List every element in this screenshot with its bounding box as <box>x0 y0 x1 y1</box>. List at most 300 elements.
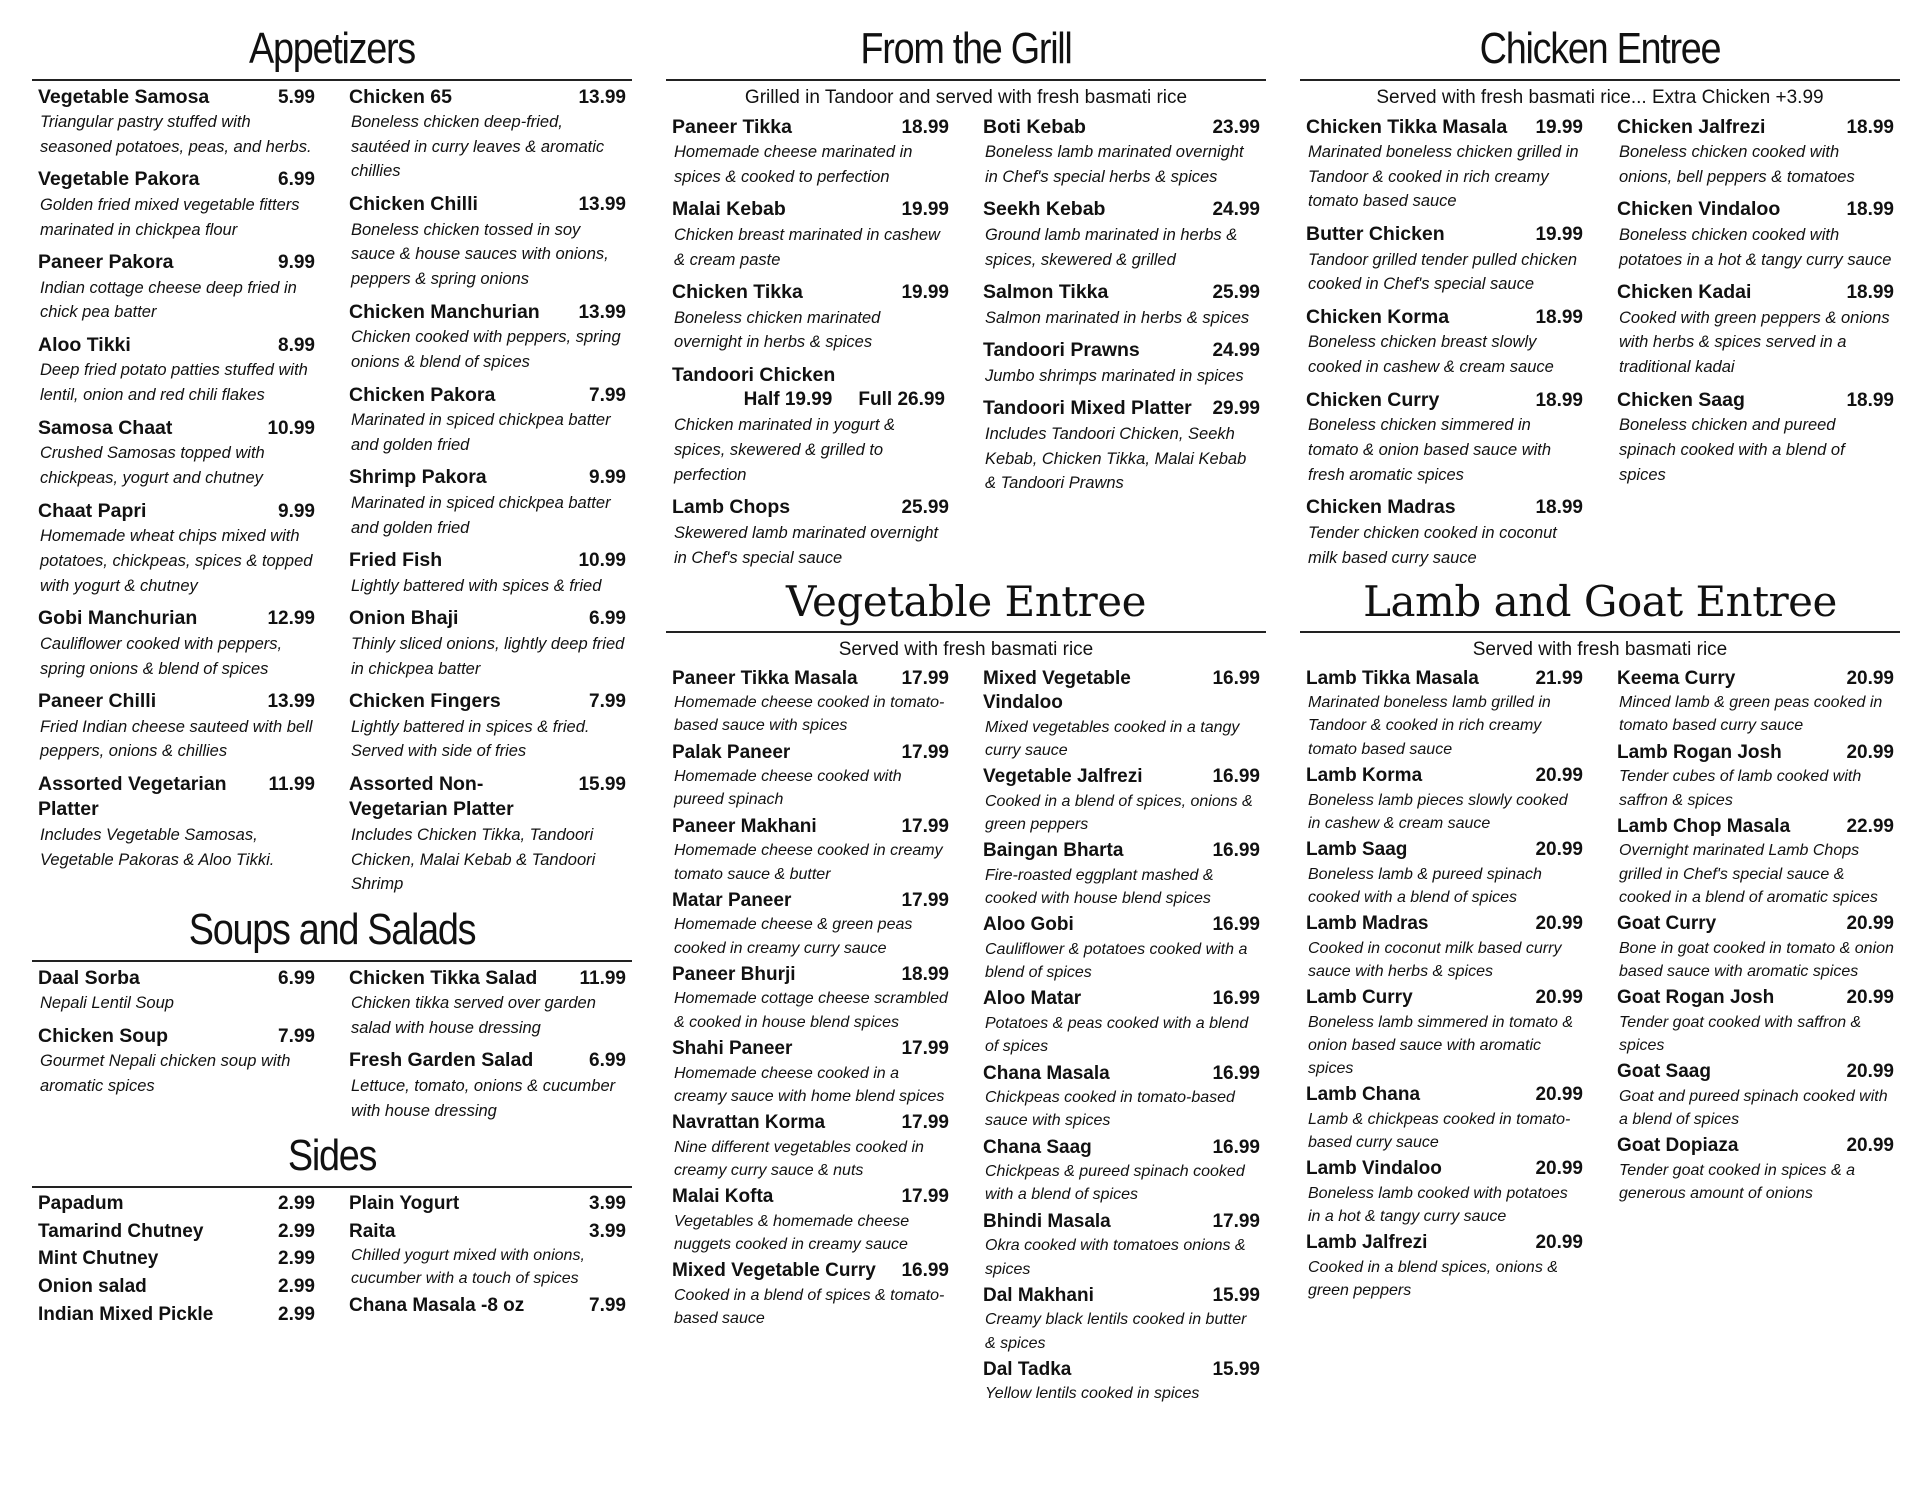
menu-item-description: Lightly battered in spices & fried. Served with side of fries <box>351 717 590 761</box>
menu-item-header <box>1306 986 1583 1011</box>
menu-item <box>1300 1231 1589 1302</box>
lamb-right-list <box>1611 667 1900 1306</box>
menu-item-price: 20.99 <box>1846 741 1894 763</box>
menu-item-name: Paneer Makhani <box>672 815 817 837</box>
menu-item-header <box>672 741 949 766</box>
menu-item-price: 17.99 <box>901 889 949 911</box>
menu-item-description: Deep fried potato patties stuffed with lentil, onion and red chili flakes <box>40 361 308 405</box>
menu-item-name: Lamb Chop Masala <box>1617 815 1791 837</box>
menu-item <box>1611 815 1900 909</box>
menu-item-description: Boneless lamb cooked with potatoes in a hot & tangy curry sauce <box>1308 1185 1568 1226</box>
menu-item-header <box>349 1192 626 1217</box>
menu-item-name: Chicken Manchurian <box>349 300 540 323</box>
menu-item-description: Boneless chicken and pureed spinach cooked with a blend of spices <box>1619 416 1845 484</box>
menu-item-price: 18.99 <box>1846 389 1894 411</box>
menu-item <box>977 1062 1266 1133</box>
menu-item-name: Onion salad <box>38 1275 147 1297</box>
menu-item-header <box>983 1210 1260 1235</box>
menu-item-header <box>1617 986 1894 1011</box>
menu-item-name: Gobi Manchurian <box>38 607 198 630</box>
menu-item-price: 9.99 <box>278 500 315 522</box>
menu-item-price: 2.99 <box>278 1192 315 1214</box>
menu-item-price: 9.99 <box>589 467 626 489</box>
menu-item <box>977 197 1266 272</box>
menu-item-header <box>38 1220 315 1245</box>
menu-item-header <box>1617 1134 1894 1159</box>
menu-item-description: Chickpeas & pureed spinach cooked with a blend of spices <box>985 1163 1245 1204</box>
menu-item-name: Tandoori Prawns <box>983 339 1140 362</box>
menu-item-price: 8.99 <box>278 335 315 357</box>
menu-item-header <box>983 1062 1260 1087</box>
menu-item-header <box>38 85 315 110</box>
menu-item-description: Boneless lamb & pureed spinach cooked with a blend of spices <box>1308 865 1542 906</box>
menu-item-header <box>1617 280 1894 305</box>
menu-item-description: Cooked in coconut milk based curry sauce with herbs & spices <box>1308 939 1562 980</box>
section-divider <box>1300 79 1900 81</box>
menu-item-description: Nine different vegetables cooked in creamy curry sauce & nuts <box>674 1138 924 1179</box>
menu-item-header <box>672 495 949 520</box>
menu-item <box>666 889 955 960</box>
menu-item-header <box>1306 912 1583 937</box>
menu-column-2 <box>666 24 1266 1484</box>
menu-item-description: Crushed Samosas topped with chickpeas, yogurt and chutney <box>40 444 265 488</box>
menu-item-description: Cooked in a blend of spices, onions & green peppers <box>985 792 1253 834</box>
menu-item-name: Fried Fish <box>349 549 443 572</box>
menu-item-header <box>983 115 1260 140</box>
menu-item-description: Tender goat cooked with saffron & spices <box>1619 1013 1862 1054</box>
lamb-left-list <box>1300 667 1589 1306</box>
menu-item <box>1300 305 1589 380</box>
menu-item <box>32 606 321 681</box>
menu-column-1 <box>32 24 632 1484</box>
menu-item-description: Salmon marinated in herbs & spices <box>985 308 1250 327</box>
menu-item <box>977 765 1266 836</box>
menu-item-name: Goat Dopiaza <box>1617 1135 1739 1157</box>
menu-item-header <box>672 1037 949 1062</box>
sides-title: Sides <box>287 1131 377 1181</box>
menu-item-price: 16.99 <box>1212 840 1260 862</box>
menu-item-header <box>672 115 949 140</box>
menu-item-header <box>38 772 315 823</box>
menu-item-header <box>38 167 315 192</box>
menu-item-name: Dal Makhani <box>983 1284 1094 1306</box>
menu-item-description: Cauliflower cooked with peppers, spring onions & blend of spices <box>40 634 283 678</box>
menu-item-name: Navrattan Korma <box>672 1111 826 1133</box>
menu-item-description: Homemade cheese cooked in creamy tomato sauce & butter <box>674 842 943 883</box>
menu-item-price: 11.99 <box>579 967 626 989</box>
menu-item-name: Aloo Matar <box>983 988 1082 1010</box>
menu-item-header <box>983 197 1260 222</box>
menu-item-description: Thinly sliced onions, lightly deep fried in chickpea batter <box>351 634 625 678</box>
menu-item-name: Tandoori Chicken <box>672 364 836 387</box>
soups-title: Soups and Salads <box>188 905 476 955</box>
menu-item-price: 16.99 <box>1212 766 1260 788</box>
menu-item-price: 13.99 <box>578 194 626 216</box>
vegetable-right-list <box>977 667 1266 1409</box>
chicken-subtitle: Served with fresh basmati rice... Extra Chicken +3.99 <box>1376 86 1824 108</box>
menu-item <box>1611 280 1900 380</box>
menu-item <box>1300 115 1589 215</box>
menu-item-header <box>1306 222 1583 247</box>
menu-item-description: Homemade wheat chips mixed with potatoes, chickpeas, spices & topped with yogurt & chutney <box>40 527 313 595</box>
menu-item-price: 12.99 <box>267 608 315 630</box>
menu-item <box>343 548 632 598</box>
menu-item-name: Goat Rogan Josh <box>1617 987 1775 1009</box>
menu-item-description: Homemade cheese cooked in a creamy sauce with home blend spices <box>674 1064 945 1105</box>
menu-item <box>977 1210 1266 1281</box>
menu-item-description: Fried Indian cheese sauteed with bell peppers, onions & chillies <box>40 717 313 761</box>
menu-item-description: Boneless lamb simmered in tomato & onion based sauce with aromatic spices <box>1308 1013 1573 1078</box>
menu-item-description: Potatoes & peas cooked with a blend of spices <box>985 1015 1249 1056</box>
menu-item-description: Homemade cheese cooked with pureed spinach <box>674 768 902 809</box>
menu-item-price: 17.99 <box>901 1037 949 1059</box>
menu-item <box>1300 495 1589 570</box>
menu-item <box>666 495 955 570</box>
menu-item-name: Matar Paneer <box>672 889 792 911</box>
menu-item-header <box>1617 197 1894 222</box>
menu-item-header <box>983 1358 1260 1383</box>
menu-item-name: Chicken Saag <box>1617 388 1745 411</box>
menu-item <box>343 300 632 375</box>
menu-item-description: Yellow lentils cooked in spices <box>985 1385 1200 1403</box>
menu-item-price: 6.99 <box>278 967 315 989</box>
menu-item <box>343 966 632 1041</box>
menu-item <box>666 741 955 812</box>
menu-item <box>977 280 1266 330</box>
menu-item-price: 18.99 <box>1846 199 1894 221</box>
menu-item-header <box>349 383 626 408</box>
menu-item-name: Samosa Chaat <box>38 416 173 439</box>
menu-item <box>666 667 955 738</box>
menu-item-description: Boneless chicken deep-fried, sautéed in curry leaves & aromatic chillies <box>351 112 605 181</box>
section-divider <box>1300 631 1900 633</box>
menu-item-header <box>1617 815 1894 840</box>
menu-item-header <box>1306 388 1583 413</box>
menu-item-name: Paneer Pakora <box>38 251 174 274</box>
menu-item-name: Keema Curry <box>1617 667 1736 689</box>
menu-item <box>977 1284 1266 1355</box>
menu-item <box>1300 667 1589 761</box>
menu-item-description: Gourmet Nepali chicken soup with aromatic spices <box>40 1052 291 1095</box>
menu-item <box>32 499 321 599</box>
menu-item-description: Marinated in spiced chickpea batter and golden fried <box>351 493 611 537</box>
menu-item-description: Marinated boneless chicken grilled in Tandoor & cooked in rich creamy tomato based sauce <box>1308 142 1579 211</box>
menu-item-name: Shrimp Pakora <box>349 466 487 489</box>
menu-item-price: 16.99 <box>1212 1062 1260 1084</box>
menu-item-price: 15.99 <box>578 774 626 796</box>
menu-item-price: 25.99 <box>901 497 949 519</box>
menu-item-price: 18.99 <box>1846 116 1894 138</box>
menu-item-header <box>38 1192 315 1217</box>
menu-item-name: Daal Sorba <box>38 966 140 989</box>
menu-item-full-price: Full 26.99 <box>858 389 945 411</box>
menu-item-header <box>349 772 626 823</box>
menu-item-price: 17.99 <box>901 815 949 837</box>
menu-item-price: 18.99 <box>901 963 949 985</box>
menu-item-name: Assorted Vegetarian Platter <box>38 773 227 821</box>
menu-item-header <box>1306 1157 1583 1182</box>
menu-item <box>1611 197 1900 272</box>
vegetable-subtitle: Served with fresh basmati rice <box>838 638 1094 660</box>
menu-item-description: Cooked with green peppers & onions with herbs & spices served in a traditional kadai <box>1619 308 1890 377</box>
menu-item-name: Chaat Papri <box>38 499 147 522</box>
menu-item <box>666 815 955 886</box>
menu-item-description: Jumbo shrimps marinated in spices <box>985 366 1244 385</box>
menu-item-description: Homemade cheese & green peas cooked in creamy curry sauce <box>674 916 913 957</box>
menu-item <box>1300 764 1589 835</box>
menu-item-header <box>38 689 315 714</box>
menu-item-price: 7.99 <box>589 691 626 713</box>
menu-item-name: Raita <box>349 1220 396 1242</box>
menu-item-header <box>983 396 1260 421</box>
menu-item <box>32 1247 321 1272</box>
menu-item-price: 17.99 <box>1212 1210 1260 1232</box>
menu-item <box>666 115 955 190</box>
menu-item-header <box>672 815 949 840</box>
menu-item-description: Homemade cheese marinated in spices & cooked to perfection <box>674 142 913 186</box>
menu-item-header <box>38 606 315 631</box>
menu-item-price: 16.99 <box>1212 667 1260 689</box>
menu-item-price: 18.99 <box>1535 497 1583 519</box>
menu-item <box>1611 912 1900 983</box>
menu-item <box>343 606 632 681</box>
menu-item-name: Chicken Pakora <box>349 383 496 406</box>
menu-item-description: Nepali Lentil Soup <box>40 993 174 1012</box>
menu-item <box>977 667 1266 763</box>
menu-item-price: 15.99 <box>1212 1284 1260 1306</box>
menu-item-header <box>38 1275 315 1300</box>
menu-item-name: Malai Kebab <box>672 198 786 221</box>
menu-item-price: 11.99 <box>268 774 315 796</box>
menu-item-price: 7.99 <box>589 1294 626 1316</box>
menu-item-price: 19.99 <box>901 199 949 221</box>
menu-item-name: Lamb Tikka Masala <box>1306 667 1479 689</box>
menu-item-price: 20.99 <box>1846 1061 1894 1083</box>
menu-item-price: 20.99 <box>1535 1158 1583 1180</box>
menu-item <box>977 338 1266 388</box>
menu-item-header <box>38 1303 315 1328</box>
menu-item-header <box>1617 115 1894 140</box>
menu-item-name: Mixed Vegetable Vindaloo <box>983 667 1131 714</box>
menu-item-header <box>349 192 626 217</box>
menu-item-name: Mint Chutney <box>38 1248 159 1270</box>
menu-item-description: Golden fried mixed vegetable fitters marinated in chickpea flour <box>40 195 300 239</box>
menu-item-description: Cooked in a blend spices, onions & green peppers <box>1308 1259 1558 1300</box>
menu-item-header <box>983 1136 1260 1161</box>
menu-item-description: Boneless chicken cooked with potatoes in a hot & tangy curry sauce <box>1619 225 1892 269</box>
menu-item-header <box>1617 667 1894 692</box>
soups-right-list <box>343 966 632 1132</box>
menu-item-price: 18.99 <box>1846 282 1894 304</box>
menu-item-header <box>1617 741 1894 766</box>
menu-item-header <box>983 667 1260 716</box>
menu-item-name: Lamb Vindaloo <box>1306 1158 1442 1180</box>
menu-item <box>343 1294 632 1319</box>
menu-item-price: 10.99 <box>578 550 626 572</box>
menu-item <box>1300 912 1589 983</box>
menu-item-description: Mixed vegetables cooked in a tangy curry sauce <box>985 718 1240 760</box>
menu-item-description: Triangular pastry stuffed with seasoned potatoes, peas, and herbs. <box>40 112 312 156</box>
menu-item <box>977 987 1266 1058</box>
menu-item-header <box>38 250 315 275</box>
menu-item <box>1611 115 1900 190</box>
menu-item-header <box>38 416 315 441</box>
menu-item-description: Lightly battered with spices & fried <box>351 576 602 595</box>
menu-item-price: 20.99 <box>1846 912 1894 934</box>
menu-item-name: Lamb Rogan Josh <box>1617 741 1782 763</box>
menu-item <box>343 192 632 292</box>
menu-item <box>32 772 321 872</box>
menu-item <box>666 1037 955 1108</box>
menu-item-name: Chana Saag <box>983 1136 1092 1158</box>
menu-item-header <box>1306 764 1583 789</box>
lamb-title: Lamb and Goat Entree <box>1363 577 1837 627</box>
menu-item-header <box>349 966 626 991</box>
menu-item-price: 2.99 <box>278 1248 315 1270</box>
menu-item-price: 2.99 <box>278 1220 315 1242</box>
grill-right-list <box>977 115 1266 579</box>
vegetable-title: Vegetable Entree <box>786 577 1146 627</box>
menu-item-name: Chicken Curry <box>1306 388 1440 411</box>
menu-item <box>977 913 1266 984</box>
menu-item-description: Lamb & chickpeas cooked in tomato-based curry sauce <box>1308 1110 1571 1152</box>
menu-item-name: Lamb Saag <box>1306 838 1408 860</box>
menu-item-name: Tamarind Chutney <box>38 1220 204 1242</box>
menu-item-description: Creamy black lentils cooked in butter & spices <box>985 1311 1247 1352</box>
menu-item <box>343 772 632 897</box>
menu-item-description: Boneless lamb pieces slowly cooked in cashew & cream sauce <box>1308 791 1568 832</box>
menu-item-price: 21.99 <box>1535 667 1583 689</box>
menu-item-price: 16.99 <box>901 1260 949 1282</box>
menu-item-price: 19.99 <box>901 282 949 304</box>
menu-item-header <box>1306 305 1583 330</box>
menu-item-description: Overnight marinated Lamb Chops grilled in Chef's special sauce & cooked in a blend of aromatic spices <box>1619 842 1878 906</box>
menu-item-price: 6.99 <box>589 608 626 630</box>
menu-item-name: Malai Kofta <box>672 1185 774 1207</box>
menu-item-description: Fire-roasted eggplant mashed & cooked with house blend spices <box>985 867 1214 908</box>
menu-item-price: 9.99 <box>278 252 315 274</box>
menu-item <box>32 1024 321 1099</box>
menu-item-name: Paneer Tikka <box>672 115 792 138</box>
lamb-section <box>1300 667 1900 1306</box>
menu-item-price: 19.99 <box>1535 224 1583 246</box>
menu-item-header <box>983 765 1260 790</box>
menu-item-header <box>349 85 626 110</box>
menu-item-name: Chicken Korma <box>1306 306 1450 329</box>
menu-item-price: 17.99 <box>901 1185 949 1207</box>
menu-item-name: Palak Paneer <box>672 741 791 763</box>
menu-item-name: Lamb Jalfrezi <box>1306 1232 1428 1254</box>
menu-item-header <box>1617 1060 1894 1085</box>
menu-item <box>343 85 632 185</box>
menu-item-name: Aloo Gobi <box>983 914 1074 936</box>
menu-item-header <box>1306 115 1583 140</box>
menu-item-price: 18.99 <box>1535 307 1583 329</box>
menu-item <box>343 1220 632 1291</box>
menu-item-name: Butter Chicken <box>1306 223 1445 246</box>
menu-item-description: Okra cooked with tomatoes onions & spices <box>985 1237 1246 1278</box>
menu-item <box>32 689 321 764</box>
menu-item <box>343 1048 632 1123</box>
menu-item-price: 17.99 <box>901 667 949 689</box>
menu-item-description: Lettuce, tomato, onions & cucumber with house dressing <box>351 1076 616 1120</box>
menu-item <box>977 1136 1266 1207</box>
menu-item-header <box>38 1024 315 1049</box>
menu-item-price: 16.99 <box>1212 1136 1260 1158</box>
vegetable-left-list <box>666 667 955 1409</box>
menu-item-header <box>38 333 315 358</box>
lamb-subtitle: Served with fresh basmati rice <box>1472 638 1728 660</box>
menu-item-description: Boneless chicken breast slowly cooked in cashew & cream sauce <box>1308 333 1554 377</box>
menu-item-price: 7.99 <box>278 1025 315 1047</box>
menu-item-header <box>349 1048 626 1073</box>
menu-item-name: Chicken Tikka Masala <box>1306 115 1508 138</box>
menu-item-description: Boneless chicken tossed in soy sauce & house sauces with onions, peppers & spring onions <box>351 220 609 289</box>
menu-item-header <box>38 499 315 524</box>
menu-item <box>977 839 1266 910</box>
menu-item-header <box>1306 838 1583 863</box>
menu-item-description: Chilled yogurt mixed with onions, cucumber with a touch of spices <box>351 1247 585 1288</box>
menu-item <box>977 396 1266 496</box>
menu-item <box>343 1192 632 1217</box>
section-divider <box>32 960 632 962</box>
menu-item <box>977 115 1266 190</box>
menu-item-description: Indian cottage cheese deep fried in chick pea batter <box>40 278 297 322</box>
menu-item-name: Chicken 65 <box>349 85 452 108</box>
menu-item <box>343 689 632 764</box>
menu-item-header <box>1617 388 1894 413</box>
menu-item-description: Boneless chicken cooked with onions, bell peppers & tomatoes <box>1619 142 1855 186</box>
chicken-section <box>1300 115 1900 579</box>
menu-item-description: Boneless chicken marinated overnight in herbs & spices <box>674 308 881 352</box>
menu-item-description: Minced lamb & green peas cooked in tomato based curry sauce <box>1619 694 1883 735</box>
menu-item-description: Chicken cooked with peppers, spring onions & blend of spices <box>351 328 621 371</box>
menu-item-half-price: Half 19.99 <box>743 389 833 411</box>
menu-item-price: 13.99 <box>578 301 626 323</box>
menu-item-header <box>983 1284 1260 1309</box>
sides-section <box>32 1192 632 1330</box>
menu-item-name: Shahi Paneer <box>672 1037 793 1059</box>
menu-item-name: Vegetable Pakora <box>38 168 200 191</box>
menu-item-header <box>983 987 1260 1012</box>
menu-item-price: 18.99 <box>1535 389 1583 411</box>
menu-item-description: Marinated boneless lamb grilled in Tandoor & cooked in rich creamy tomato based sauce <box>1308 694 1551 758</box>
menu-item-description: Ground lamb marinated in herbs & spices, skewered & grilled <box>985 225 1238 269</box>
menu-item-price: 20.99 <box>1846 987 1894 1009</box>
menu-item-name: Seekh Kebab <box>983 198 1106 221</box>
menu-item-name: Chicken Madras <box>1306 496 1456 519</box>
chicken-left-list <box>1300 115 1589 579</box>
soups-section <box>32 966 632 1132</box>
menu-item <box>32 966 321 1016</box>
menu-item-price: 29.99 <box>1212 398 1260 420</box>
menu-item-name: Chicken Chilli <box>349 193 478 216</box>
menu-item-name: Assorted Non-Vegetarian Platter <box>349 773 514 821</box>
menu-item-name: Bhindi Masala <box>983 1210 1111 1232</box>
menu-item-name: Fresh Garden Salad <box>349 1049 534 1072</box>
menu-item <box>1611 667 1900 738</box>
menu-item-price: 13.99 <box>578 86 626 108</box>
menu-item-name: Chicken Jalfrezi <box>1617 115 1766 138</box>
menu-item-name: Lamb Chops <box>672 496 791 519</box>
menu-item-description: Bone in goat cooked in tomato & onion based sauce with aromatic spices <box>1619 939 1894 980</box>
menu-item-price: 17.99 <box>901 741 949 763</box>
menu-item-description: Vegetables & homemade cheese nuggets cooked in creamy sauce <box>674 1212 910 1253</box>
menu-item-header <box>983 913 1260 938</box>
menu-item-price: 7.99 <box>589 384 626 406</box>
chicken-title: Chicken Entree <box>1479 24 1721 73</box>
menu-item-price: 20.99 <box>1535 1084 1583 1106</box>
